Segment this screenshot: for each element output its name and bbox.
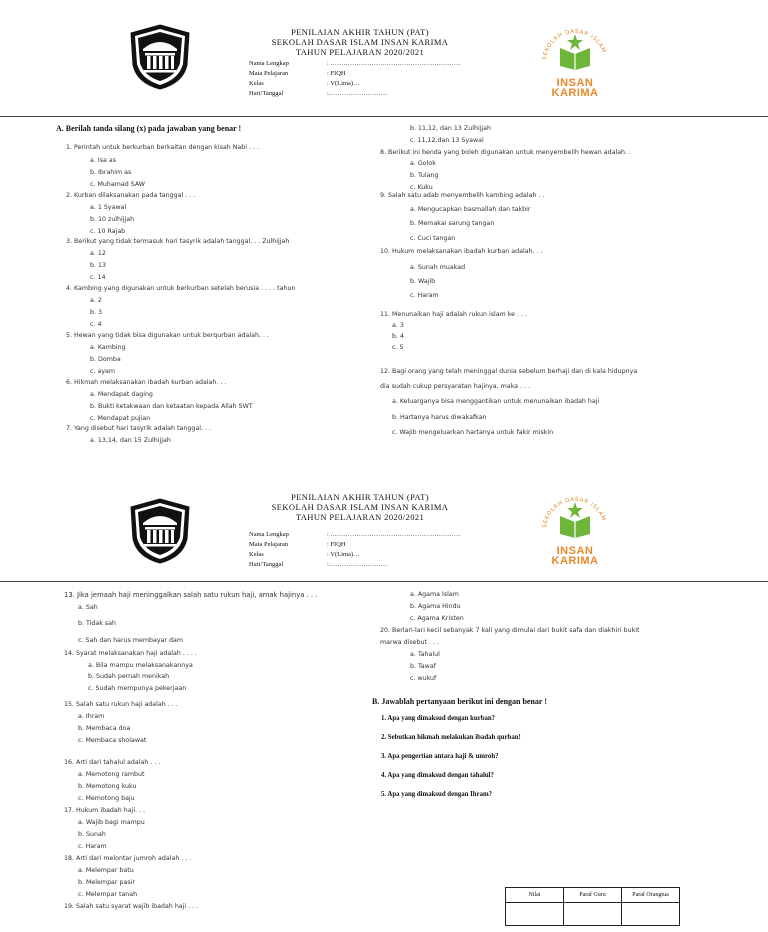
answer-option[interactable]: c. Muhamad SAW <box>90 181 146 188</box>
answer-option[interactable]: b. Melempar pasir <box>78 879 135 886</box>
answer-option[interactable]: a. Mengucapkan basmallah dan takbir <box>410 206 531 213</box>
date-value-2[interactable]: :……………………… <box>327 561 388 568</box>
brand-arc-text: SEKOLAH DASAR ISLAM <box>542 28 607 61</box>
essay-question: 4. Apa yang dimaksud dengan tahalul? <box>381 772 494 779</box>
date-label: Hari/Tanggal <box>249 90 284 97</box>
answer-option[interactable]: a. Golok <box>410 160 436 167</box>
brand-name-line2: KARIMA <box>551 87 599 99</box>
answer-option[interactable]: b. Sudah pernah menikah <box>88 673 170 680</box>
answer-option[interactable]: c. Melempar tanah <box>78 891 138 898</box>
subject-label: Mata Pelajaran <box>249 70 289 77</box>
answer-option[interactable]: c. Cuci tangan <box>410 235 456 242</box>
answer-option[interactable]: b. Hartanya harus diwakafkan <box>392 414 487 421</box>
answer-option[interactable]: b. 4 <box>392 333 405 340</box>
question-text: marwa disebut . . . <box>380 639 439 646</box>
student-info-block <box>249 60 509 100</box>
brand-name-line1: INSAN <box>556 77 594 89</box>
answer-option[interactable]: a. Wajib bagi mampu <box>78 819 145 826</box>
answer-option[interactable]: c. 5 <box>392 344 404 351</box>
answer-option[interactable]: a. Kambing <box>90 344 126 351</box>
answer-option[interactable]: b. Bukti ketakwaan dan ketaatan kepada Allah SWT <box>90 403 253 410</box>
score-header: Nilai <box>506 888 564 903</box>
answer-option[interactable]: b. Memakai sarung tangan <box>410 220 495 227</box>
answer-option[interactable]: c. 10 Rajab <box>90 228 126 235</box>
question-text: 14. Syarat melaksanakan haji adalah . . . . <box>64 650 197 657</box>
school-crest-logo <box>127 23 193 91</box>
answer-option[interactable]: a. Memotong rambut <box>78 771 145 778</box>
question-text: 3. Berikut yang tidak termasuk hari tasyrik adalah tanggal. . . Zulhijjah <box>66 238 290 245</box>
school-name-2: SEKOLAH DASAR ISLAM INSAN KARIMA <box>271 502 449 512</box>
answer-option[interactable]: a. Bila mampu melaksanakannya <box>88 662 193 669</box>
answer-option[interactable]: b. 3 <box>90 309 103 316</box>
answer-option[interactable]: b. Sunah <box>78 831 106 838</box>
name-label: Nama Lengkap <box>249 60 289 67</box>
answer-option[interactable]: c. Wajib mengeluarkan hartanya untuk fakir miskin <box>392 429 554 436</box>
exam-title: PENILAIAN AKHIR TAHUN (PAT) <box>291 27 429 37</box>
question-text: 7. Yang disebut hari tasyrik adalah tanggal. . . <box>66 425 211 432</box>
essay-question: 3. Apa pengertian antara haji & umroh? <box>381 753 499 760</box>
section-b-title: B. Jawablah pertanyaan berikut ini dengan benar ! <box>372 697 547 706</box>
section-a-title: A. Berilah tanda silang (x) pada jawaban yang benar ! <box>56 124 242 133</box>
class-label: Kelas <box>249 80 264 87</box>
answer-option[interactable]: c. 4 <box>90 321 102 328</box>
answer-option[interactable]: c. 14 <box>90 274 106 281</box>
question-text: 12. Bagi orang yang telah meninggal dunia sebelum berhaji dan di kala hidupnya <box>380 368 638 375</box>
answer-option[interactable]: b. 13 <box>90 262 107 269</box>
answer-option[interactable]: c. Sudah mempunya pekerjaan <box>88 685 187 692</box>
question-text: 17. Hukum ibadah haji. . . <box>64 807 146 814</box>
signature-table <box>505 887 680 926</box>
question-text: 6. Hikmah melaksanakan ibadah kurban adalah. . . <box>66 379 227 386</box>
insan-karima-logo <box>540 22 610 99</box>
answer-option[interactable]: a. 2 <box>90 297 102 304</box>
answer-option[interactable]: b. 10 zulhijjah <box>90 216 135 223</box>
answer-option[interactable]: c. Haram <box>78 843 107 850</box>
question-text: 5. Hewan yang tidak bisa digunakan untuk berqurban adalah. . . <box>66 332 269 339</box>
answer-option[interactable]: b. 11,12, dan 13 Zulhijjah <box>410 125 492 132</box>
answer-option[interactable]: a. Melempar batu <box>78 867 134 874</box>
answer-option[interactable]: a. Tahalul <box>410 651 440 658</box>
brand-name-line1-2: INSAN <box>556 545 594 557</box>
question-text: 19. Salah satu syarat wajib ibadah haji . . . <box>64 903 199 910</box>
date-value[interactable]: :……………………… <box>327 90 388 97</box>
question-text: 18. Arti dari melontar jumroh adalah . . . <box>64 855 192 862</box>
question-text: 11. Menunaikan haji adalah rukun islam ke . . . <box>380 311 528 318</box>
answer-option[interactable]: a. Ihram <box>78 713 105 720</box>
answer-option[interactable]: c. wukuf <box>410 675 437 682</box>
essay-question: 5. Apa yang dimaksud dengan Ihram? <box>381 791 493 798</box>
answer-option[interactable]: a. 13,14, dan 15 Zulhijjah <box>90 437 171 444</box>
answer-option[interactable]: b. Wajib <box>410 278 436 285</box>
school-year-2: TAHUN PELAJARAN 2020/2021 <box>295 512 425 522</box>
answer-option[interactable]: a. Sah <box>78 604 98 611</box>
question-text: 2. Kurban dilaksanakan pada tanggal . . . <box>66 192 196 199</box>
answer-option[interactable]: a. 12 <box>90 250 106 257</box>
answer-option[interactable]: c. Memotong baju <box>78 795 135 802</box>
answer-option[interactable]: c. Kuku <box>410 184 433 191</box>
answer-option[interactable]: c. Mendapat pujian <box>90 415 151 422</box>
parent-initial-cell[interactable] <box>622 903 680 926</box>
student-info-block-2 <box>249 531 509 571</box>
header-divider-2 <box>0 581 768 582</box>
question-text: 4. Kambing yang digunakan untuk berkurban setelah berusia . . . . tahun <box>66 285 296 292</box>
question-text: 20. Berlari-lari kecil sebanyak 7 kali yang dimulai dari bukit safa dan diakhiri bukit <box>380 627 640 634</box>
answer-option[interactable]: a. Agama Islam <box>410 591 459 598</box>
answer-option[interactable]: a. Sunah muakad <box>410 264 466 271</box>
header-divider <box>0 116 768 117</box>
question-text: 16. Arti dari tahalul adalah . . . <box>64 759 161 766</box>
score-cell[interactable] <box>506 903 564 926</box>
insan-karima-logo-2 <box>540 490 610 567</box>
answer-option[interactable]: a. 3 <box>392 322 404 329</box>
answer-option[interactable]: b. Memotong kuku <box>78 783 137 790</box>
question-text: 9. Salah satu adab menyembelih kambing adalah . . <box>380 192 545 199</box>
answer-option[interactable]: a. 1 Syawal <box>90 204 127 211</box>
answer-option[interactable]: c. Sah dan harus membayar dam <box>78 637 184 644</box>
answer-option[interactable]: c. 11,12,dan 13 Syawal <box>410 137 484 144</box>
subject-label-2: Mata Pelajaran <box>249 541 289 548</box>
answer-option[interactable]: b. Membaca doa <box>78 725 131 732</box>
answer-option[interactable]: c. Haram <box>410 292 439 299</box>
answer-option[interactable]: c. Agama Kristen <box>410 615 464 622</box>
school-year: TAHUN PELAJARAN 2020/2021 <box>295 47 425 57</box>
subject-value: : FIQH <box>327 70 346 77</box>
answer-option[interactable]: c. Membaca sholawat <box>78 737 147 744</box>
answer-option[interactable]: a. Mendapat daging <box>90 391 153 398</box>
question-text: dia sudah cukup persyaratan hajinya, maka . . . <box>380 383 531 390</box>
answer-option[interactable]: c. ayam <box>90 368 116 375</box>
class-value-2: : V(Lima)… <box>327 551 360 558</box>
essay-question: 2. Sebutkan hikmah melakukan ibadah qurban! <box>381 734 521 741</box>
book-emblem-icon <box>540 22 610 72</box>
teacher-initial-header: Paraf Guru <box>564 888 622 903</box>
school-crest-logo-2 <box>127 497 193 565</box>
date-label-2: Hari/Tanggal <box>249 561 284 568</box>
answer-option[interactable]: b. Domba <box>90 356 121 363</box>
brand-name-line2-2: KARIMA <box>551 555 599 567</box>
answer-option[interactable]: b. Tawaf <box>410 663 436 670</box>
answer-option[interactable]: b. Tidak sah <box>78 620 117 627</box>
question-text: 1. Perintah untuk berkurban berkaitan dengan kisah Nabi . . . <box>66 144 260 151</box>
brand-arc-text-2: SEKOLAH DASAR ISLAM <box>542 496 607 529</box>
name-value[interactable]: : …………………………………………………… <box>327 60 461 67</box>
essay-question: 1. Apa yang dimaksud dengan kurban? <box>381 715 496 722</box>
class-value: : V(Lima)… <box>327 80 360 87</box>
book-emblem-icon <box>540 490 610 540</box>
class-label-2: Kelas <box>249 551 264 558</box>
answer-option[interactable]: b. Agama Hindu <box>410 603 461 610</box>
answer-option[interactable]: b. Tulang <box>410 172 439 179</box>
question-text: 13. Jika jemaah haji meninggalkan salah satu rukun haji, amak hajinya . . . <box>64 591 318 599</box>
subject-value-2: : FIQH <box>327 541 346 548</box>
parent-initial-header: Paraf Orangtua <box>622 888 680 903</box>
crest-icon <box>127 23 193 91</box>
teacher-initial-cell[interactable] <box>564 903 622 926</box>
answer-option[interactable]: a. Isa as <box>90 157 116 164</box>
answer-option[interactable]: b. Ibrahim as <box>90 169 132 176</box>
answer-option[interactable]: a. Keluarganya bisa menggantikan untuk menunaikan ibadah haji <box>392 398 600 405</box>
crest-icon <box>127 497 193 565</box>
question-text: 10. Hukum melaksanakan ibadah kurban adalah. . . <box>380 248 543 255</box>
name-label-2: Nama Lengkap <box>249 531 289 538</box>
question-text: 8. Berikut ini benda yang boleh digunakan untuk menyembelih hewan adalah. . <box>380 149 632 156</box>
question-text: 15. Salah satu rukun haji adalah . . . <box>64 701 178 708</box>
exam-title-2: PENILAIAN AKHIR TAHUN (PAT) <box>291 492 429 502</box>
school-name: SEKOLAH DASAR ISLAM INSAN KARIMA <box>271 37 449 47</box>
name-value-2[interactable]: : …………………………………………………… <box>327 531 461 538</box>
